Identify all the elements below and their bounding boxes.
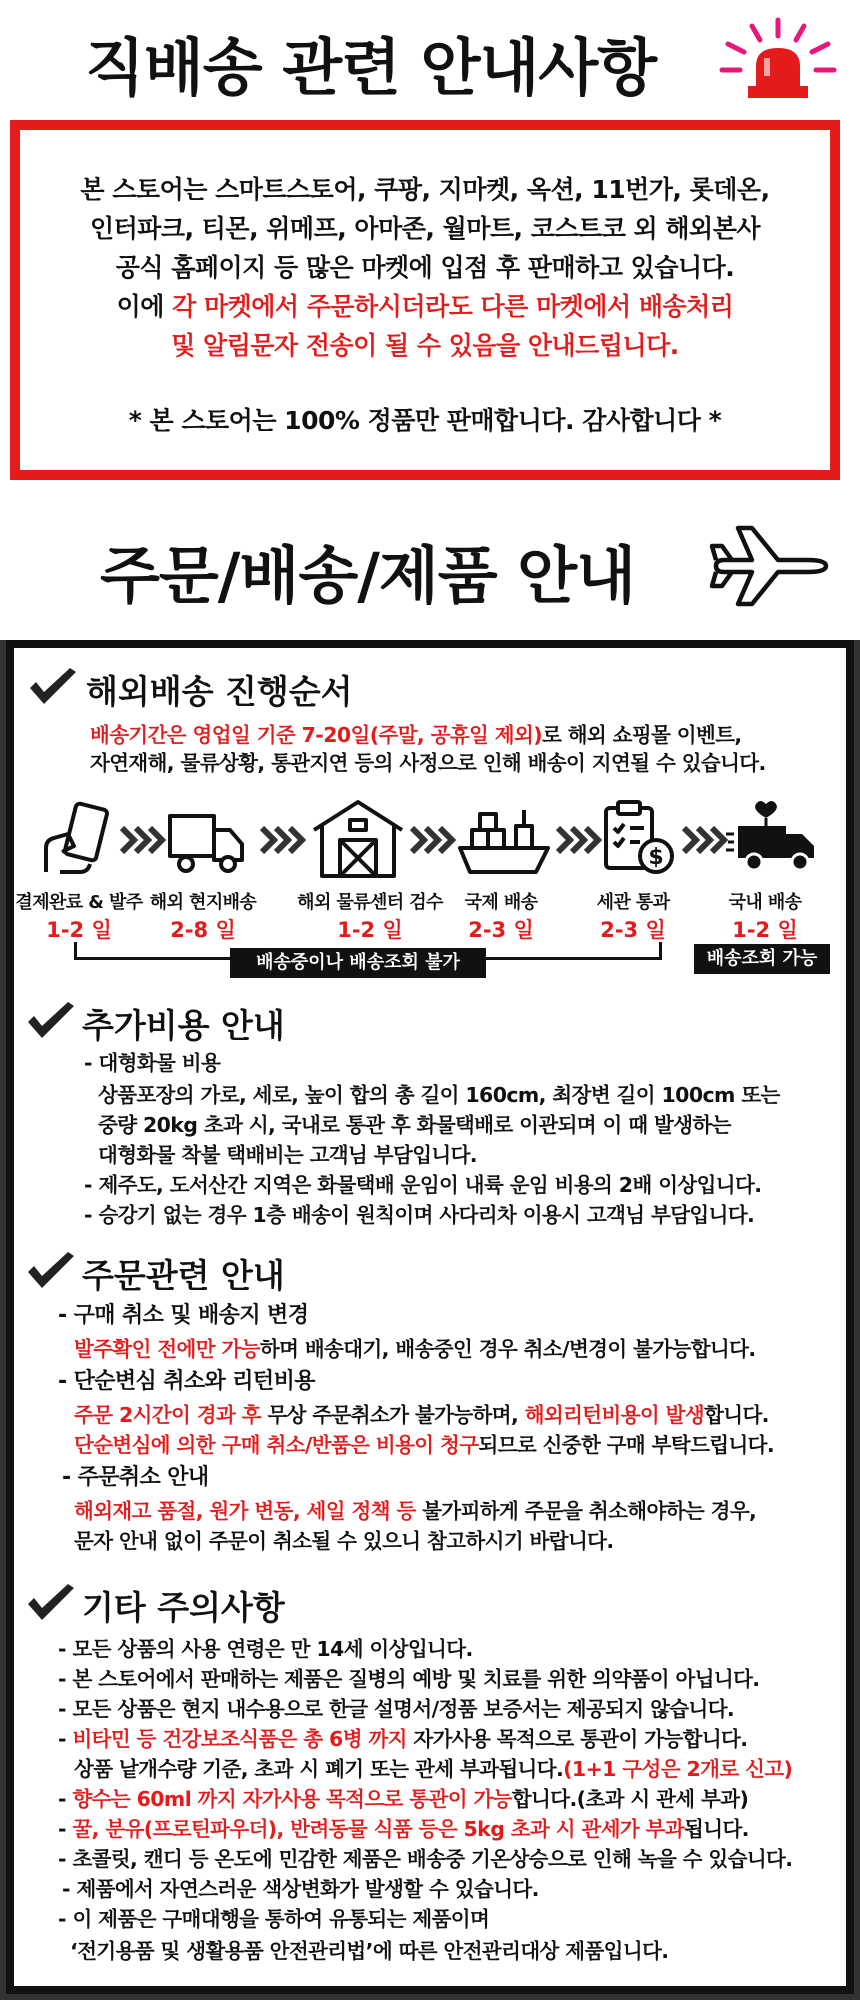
order-line: [74, 1398, 769, 1428]
notice-box: [10, 120, 840, 480]
notice-highlight: 각 마켓에서 주문하시더라도 다른 마켓에서 배송처리: [172, 292, 734, 321]
shipping-period: 배송기간은 영업일 기준 7-20일(주말, 공휴일 제외): [90, 723, 542, 747]
order-highlight: 발주확인 전에만 가능: [74, 1337, 260, 1361]
arrow-icon: [118, 824, 168, 856]
etc-highlight: 비타민 등 건강보조식품은 총 6병 까지: [72, 1727, 407, 1751]
customs-clipboard-icon: [600, 798, 680, 878]
delivery-truck-heart-icon: [726, 798, 818, 878]
order-text: 무상 주문취소가 불가능하며,: [260, 1403, 525, 1427]
etc-line: - 이 제품은 구매대행을 통하여 유통되는 제품이며: [58, 1907, 490, 1931]
etc-highlight: 꿀, 분유(프로틴파우더), 반려동물 식품 등은 5kg 초과 시 관세가 부과: [72, 1817, 685, 1841]
order-highlight: 주문 2시간이 경과 후: [74, 1403, 261, 1427]
etc-text: 자가사용 목적으로 통관이 가능합니다.: [406, 1727, 748, 1751]
etc-line: ‘전기용품 및 생활용품 안전관리법’에 따른 안전관리대상 제품입니다.: [70, 1939, 669, 1963]
order-text: 하며 배송대기, 배송중인 경우 취소/변경이 불가능합니다.: [259, 1337, 756, 1361]
extra-cost-line: 대형화물 착불 택배비는 고객님 부담입니다.: [98, 1143, 477, 1167]
etc-text: 합니다.(초과 시 관세 부과): [511, 1787, 749, 1811]
order-text: 불가피하게 주문을 취소해야하는 경우,: [415, 1499, 757, 1523]
etc-line: - 제품에서 자연스러운 색상변화가 발생할 수 있습니다.: [62, 1877, 539, 1901]
notice-line: [20, 287, 830, 326]
order-line: 문자 안내 없이 주문이 취소될 수 있으니 참고하시기 바랍니다.: [74, 1529, 614, 1553]
extra-cost-line: - 승강기 없는 경우 1층 배송이 원칙이며 사다리차 이용시 고객님 부담입니다.: [84, 1203, 755, 1227]
notice-line: 본 스토어는 스마트스토어, 쿠팡, 지마켓, 옥션, 11번가, 롯데온,: [80, 175, 770, 204]
step-days: 1-2 일: [46, 918, 112, 942]
svg-text:$: $: [648, 845, 664, 870]
etc-line: [74, 1752, 792, 1782]
order-text: 되므로 신중한 구매 부탁드립니다.: [478, 1433, 775, 1457]
etc-line: - 모든 상품의 사용 연령은 만 14세 이상입니다.: [58, 1637, 473, 1661]
step-days: 2-3 일: [468, 918, 534, 942]
etc-highlight: (1+1 구성은 2개로 신고): [563, 1757, 793, 1781]
page-title: 직배송 관련 안내사항: [85, 31, 657, 104]
etc-line: - 초콜릿, 캔디 등 온도에 민감한 제품은 배송중 기온상승으로 인해 녹을 수 있습니다.: [58, 1847, 793, 1871]
siren-icon: [718, 14, 838, 106]
truck-icon: [166, 800, 246, 880]
notice-genuine-line: * 본 스토어는 100% 정품만 판매합니다. 감사합니다 *: [128, 406, 722, 435]
cargo-ship-icon: [456, 800, 552, 880]
etc-text: 상품 낱개수량 기준, 초과 시 폐기 또는 관세 부과됩니다.: [74, 1757, 564, 1781]
payment-hand-icon: [40, 800, 120, 880]
extra-cost-line: 상품포장의 가로, 세로, 높이 합의 총 길이 160cm, 최장변 길이 100cm 또는: [98, 1083, 780, 1107]
extra-cost-line: 중량 20kg 초과 시, 국내로 통관 후 화물택배로 이관되며 이 때 발생하는: [98, 1113, 731, 1137]
shipping-desc: 자연재해, 물류상황, 통관지연 등의 사정으로 인해 배송이 지연될 수 있습니다.: [90, 751, 766, 775]
etc-line: - 본 스토어에서 판매하는 제품은 질병의 예방 및 치료를 위한 의약품이 아닙니다.: [58, 1667, 760, 1691]
step-label: 세관 통과: [596, 892, 670, 913]
etc-highlight: 향수는 60ml 까지 자가사용 목적으로 통관이 가능: [72, 1787, 512, 1811]
etc-text: -: [58, 1817, 73, 1841]
order-text: 합니다.: [704, 1403, 769, 1427]
notice-line: 인터파크, 티몬, 위메프, 아마존, 월마트, 코스트코 외 해외본사: [89, 214, 760, 243]
order-line: [74, 1494, 756, 1524]
arrow-icon: [680, 824, 730, 856]
order-subtitle: - 구매 취소 및 배송지 변경: [58, 1303, 309, 1328]
order-highlight: 해외재고 품절, 원가 변동, 세일 정책 등: [74, 1499, 416, 1523]
tracking-unavailable-badge: 배송중이나 배송조회 불가: [230, 948, 486, 978]
etc-line: [58, 1722, 747, 1752]
checkmark-icon: [26, 1252, 76, 1292]
etc-line: - 모든 상품은 현지 내수용으로 한글 설명서/정품 보증서는 제공되지 않습니다.: [58, 1697, 735, 1721]
order-highlight: 단순변심에 의한 구매 취소/반품은 비용이 청구: [74, 1433, 479, 1457]
airplane-icon: [708, 520, 832, 612]
step-label: 국제 배송: [464, 892, 538, 913]
etc-text: -: [58, 1787, 73, 1811]
order-subtitle: - 주문취소 안내: [62, 1465, 209, 1490]
shipping-desc-text: 로 해외 쇼핑몰 이벤트,: [541, 723, 742, 747]
shipping-desc: [90, 718, 742, 748]
tracking-available-badge: 배송조회 가능: [694, 944, 830, 974]
header-notice: [0, 0, 860, 110]
arrow-icon: [554, 824, 604, 856]
order-line: [74, 1332, 756, 1362]
arrow-icon: [258, 824, 308, 856]
shipping-section-title: 해외배송 진행순서: [86, 672, 353, 711]
etc-line: [58, 1812, 749, 1842]
etc-text: 됩니다.: [684, 1817, 749, 1841]
warehouse-icon: [310, 796, 406, 880]
order-highlight: 해외리턴비용이 발생: [524, 1403, 705, 1427]
order-section-title: 주문관련 안내: [82, 1256, 285, 1295]
notice-line: 공식 홈페이지 등 많은 마켓에 입점 후 판매하고 있습니다.: [115, 253, 735, 282]
step-label: 해외 물류센터 검수: [297, 892, 443, 913]
extra-cost-section-title: 추가비용 안내: [82, 1006, 285, 1045]
etc-text: -: [58, 1727, 73, 1751]
step-days: 2-8 일: [170, 918, 236, 942]
extra-cost-line: - 제주도, 도서산간 지역은 화물택배 운임이 내륙 운임 비용의 2배 이상입니다.: [84, 1173, 762, 1197]
step-days: 1-2 일: [337, 918, 403, 942]
arrow-icon: [408, 824, 458, 856]
step-days: 1-2 일: [732, 918, 798, 942]
etc-line: [58, 1782, 748, 1812]
checkmark-icon: [26, 1002, 76, 1042]
extra-cost-line: - 대형화물 비용: [84, 1051, 221, 1075]
notice-text: 이에: [116, 292, 173, 321]
checkmark-icon: [26, 1584, 76, 1624]
order-subtitle: - 단순변심 취소와 리턴비용: [58, 1369, 315, 1394]
step-label: 결제완료 & 발주: [15, 892, 143, 913]
checkmark-icon: [28, 668, 78, 708]
step-days: 2-3 일: [600, 918, 666, 942]
section-title: 주문/배송/제품 안내: [100, 539, 636, 612]
step-label: 국내 배송: [728, 892, 802, 913]
header-guide: [0, 510, 860, 620]
order-line: [74, 1428, 774, 1458]
notice-highlight: 및 알림문자 전송이 될 수 있음을 안내드립니다.: [171, 331, 679, 360]
step-label: 해외 현지배송: [149, 892, 257, 913]
etc-section-title: 기타 주의사항: [82, 1588, 285, 1627]
